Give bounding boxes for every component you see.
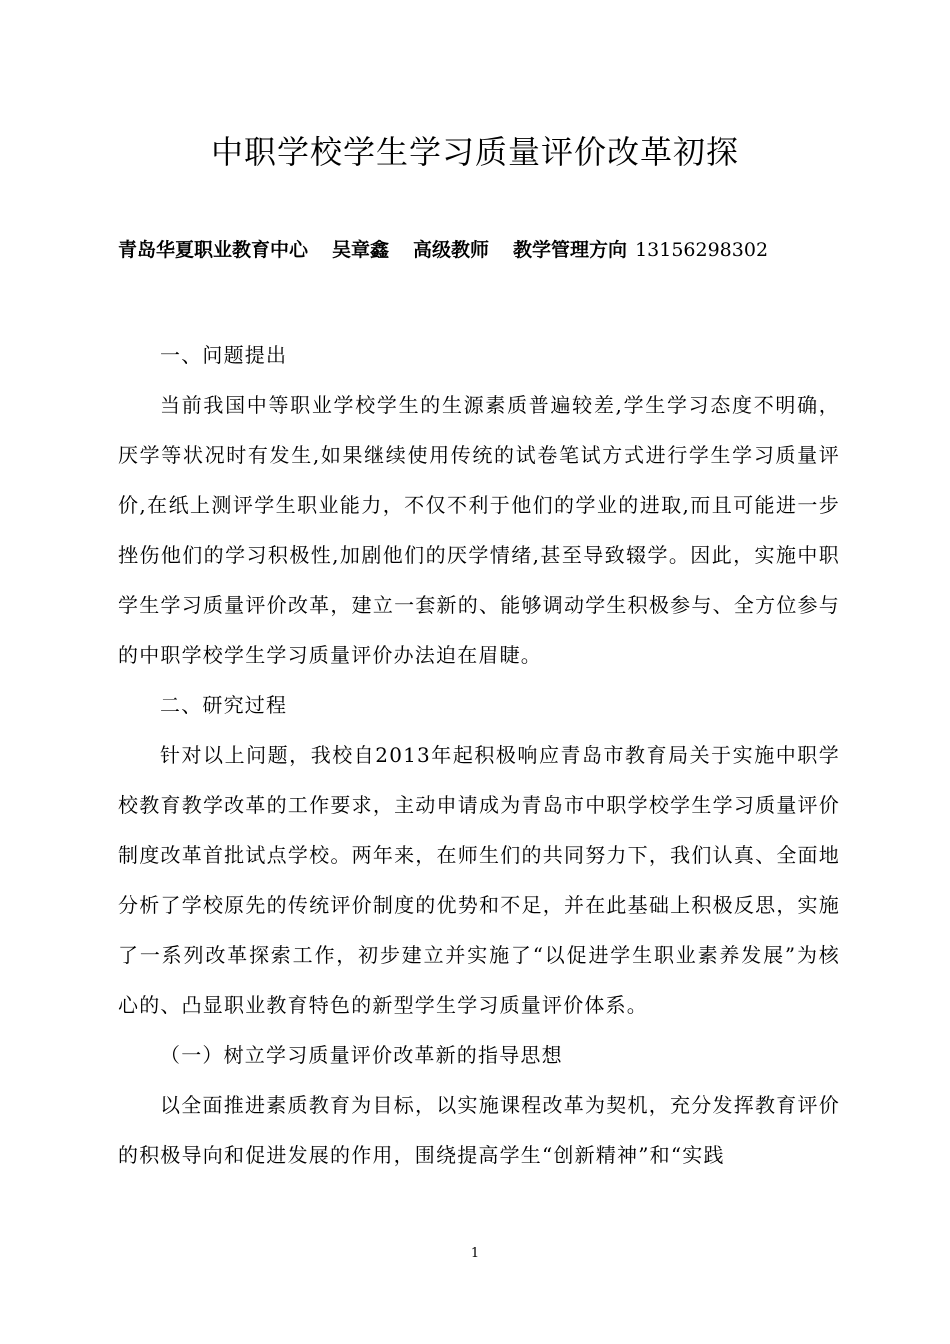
page-number: 1 xyxy=(470,1246,480,1261)
paragraph: 以全面推进素质教育为目标，以实施课程改革为契机，充分发挥教育评价的积极导向和促进发展的作用，围绕提高学生“创新精神”和“实践 xyxy=(118,1093,840,1167)
author-name: 吴章鑫 xyxy=(332,239,390,261)
paragraph: 当前我国中等职业学校学生的生源素质普遍较差,学生学习态度不明确，厌学等状况时有发生,如果继续使用传统的试卷笔试方式进行学生学习质量评价,在纸上测评学生职业能力，不仅不利于他们的学业的进取,而且可能进一步挫伤他们的学习积极性,加剧他们的厌学情绪,甚至导致辍学。因此，实施中职学生学习质量评价改革，建立一套新的、能够调动学生积极参与、全方位参与的中职学校学生学习质量评价办法迫在眉睫。 xyxy=(118,393,840,667)
author-direction: 教学管理方向 xyxy=(513,239,628,261)
section-heading: 一、问题提出 xyxy=(160,343,288,367)
document-title: 中职学校学生学习质量评价改革初探 xyxy=(210,133,739,171)
document-body xyxy=(118,330,840,1180)
paragraph: 针对以上问题，我校自2013年起积极响应青岛市教育局关于实施中职学校教育教学改革的工作要求，主动申请成为青岛市中职学校学生学习质量评价制度改革首批试点学校。两年来，在师生们的共同努力下，我们认真、全面地分析了学校原先的传统评价制度的优势和不足，并在此基础上积极反思，实施了一系列改革探索工作，初步建立并实施了“以促进学生职业素养发展”为核心的、凸显职业教育特色的新型学生学习质量评价体系。 xyxy=(118,743,840,1017)
author-line xyxy=(118,234,768,266)
author-phone: 13156298302 xyxy=(635,239,769,261)
subsection-heading: （一）树立学习质量评价改革新的指导思想 xyxy=(160,1043,563,1067)
section-heading: 二、研究过程 xyxy=(160,693,288,717)
author-rank: 高级教师 xyxy=(413,239,490,261)
author-organization: 青岛华夏职业教育中心 xyxy=(118,239,309,261)
